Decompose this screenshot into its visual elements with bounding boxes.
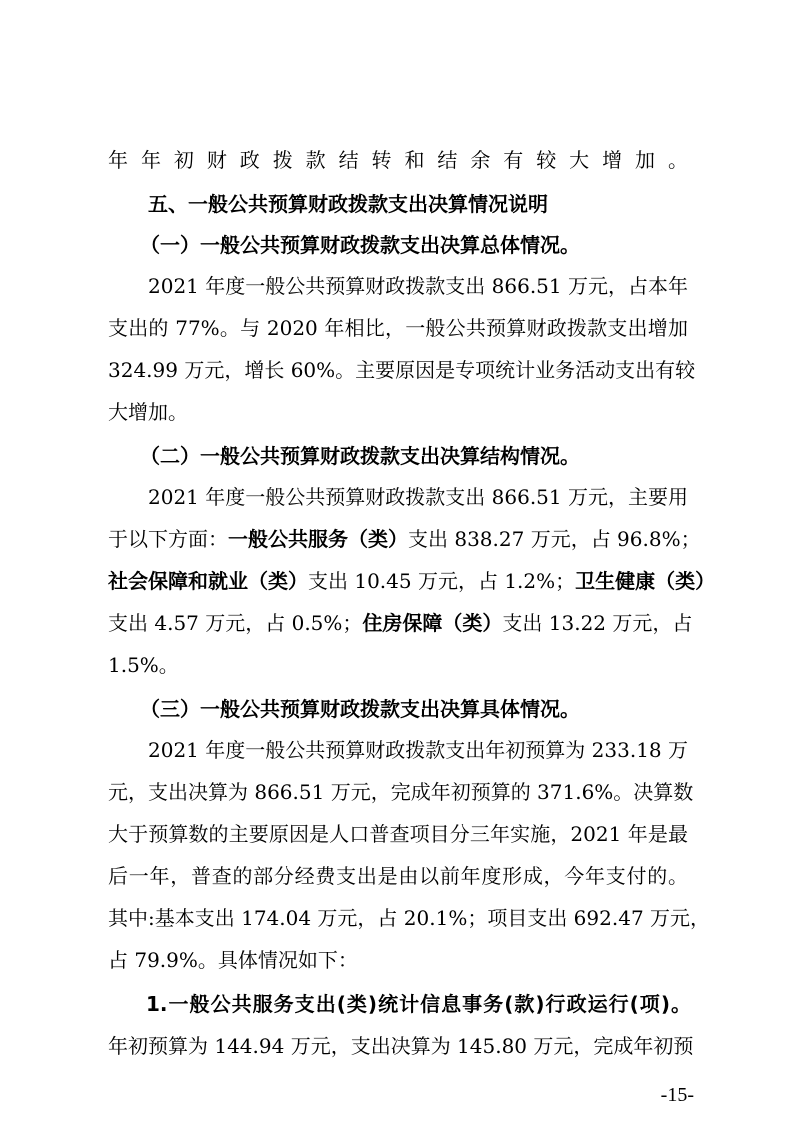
text-run: 支出 4.57 万元，占 0.5%； — [108, 611, 363, 635]
text-run: 支出 13.22 万元，占 — [502, 611, 693, 635]
text-run: 于以下方面： — [108, 527, 228, 551]
text-run: 支出 838.27 万元，占 96.8%； — [408, 527, 701, 551]
text-run: 支出 10.45 万元，占 1.2%； — [308, 569, 576, 593]
text-line: 2021 年度一般公共预算财政拨款支出 866.51 万元，主要用 — [148, 485, 688, 509]
text-line — [108, 601, 693, 645]
text-line: 后一年，普查的部分经费支出是由以前年度形成，今年支付的。 — [108, 864, 688, 888]
text-line — [108, 517, 701, 561]
text-line: 2021 年度一般公共预算财政拨款支出 866.51 万元，占本年 — [148, 274, 688, 298]
subsection-heading: （三）一般公共预算财政拨款支出决算具体情况。 — [140, 697, 580, 721]
text-line — [108, 559, 716, 603]
text-line: 年年初财政拨款结转和结余有较大增加。 — [108, 148, 688, 172]
bold-term: 卫生健康（类） — [575, 569, 716, 593]
text-line: 年初预算为 144.94 万元，支出决算为 145.80 万元，完成年初预 — [108, 1034, 694, 1058]
text-line: 支出的 77%。与 2020 年相比，一般公共预算财政拨款支出增加 — [108, 316, 688, 340]
text-line: 占 79.9%。具体情况如下： — [108, 948, 358, 972]
text-line: 1.5%。 — [108, 653, 179, 677]
section-heading: 五、一般公共预算财政拨款支出决算情况说明 — [148, 192, 548, 216]
bold-term: 一般公共服务（类） — [228, 527, 408, 551]
page-number: -15- — [660, 1084, 694, 1106]
text-line: 324.99 万元，增长 60%。主要原因是专项统计业务活动支出有较 — [108, 358, 696, 382]
bold-term: 住房保障（类） — [362, 611, 503, 635]
subsection-heading: （二）一般公共预算财政拨款支出决算结构情况。 — [140, 444, 580, 468]
text-line: 大增加。 — [108, 400, 188, 424]
text-line: 大于预算数的主要原因是人口普查项目分三年实施，2021 年是最 — [108, 822, 688, 846]
bold-term: 社会保障和就业（类） — [108, 569, 308, 593]
text-line: 其中:基本支出 174.04 万元，占 20.1%；项目支出 692.47 万元， — [108, 906, 711, 930]
subsection-heading: （一）一般公共预算财政拨款支出决算总体情况。 — [140, 233, 580, 257]
text-line: 2021 年度一般公共预算财政拨款支出年初预算为 233.18 万 — [148, 738, 688, 762]
text-line: 元，支出决算为 866.51 万元，完成年初预算的 371.6%。决算数 — [108, 780, 694, 804]
item-heading: 1.一般公共服务支出(类)统计信息事务(款)行政运行(项)。 — [146, 992, 691, 1016]
